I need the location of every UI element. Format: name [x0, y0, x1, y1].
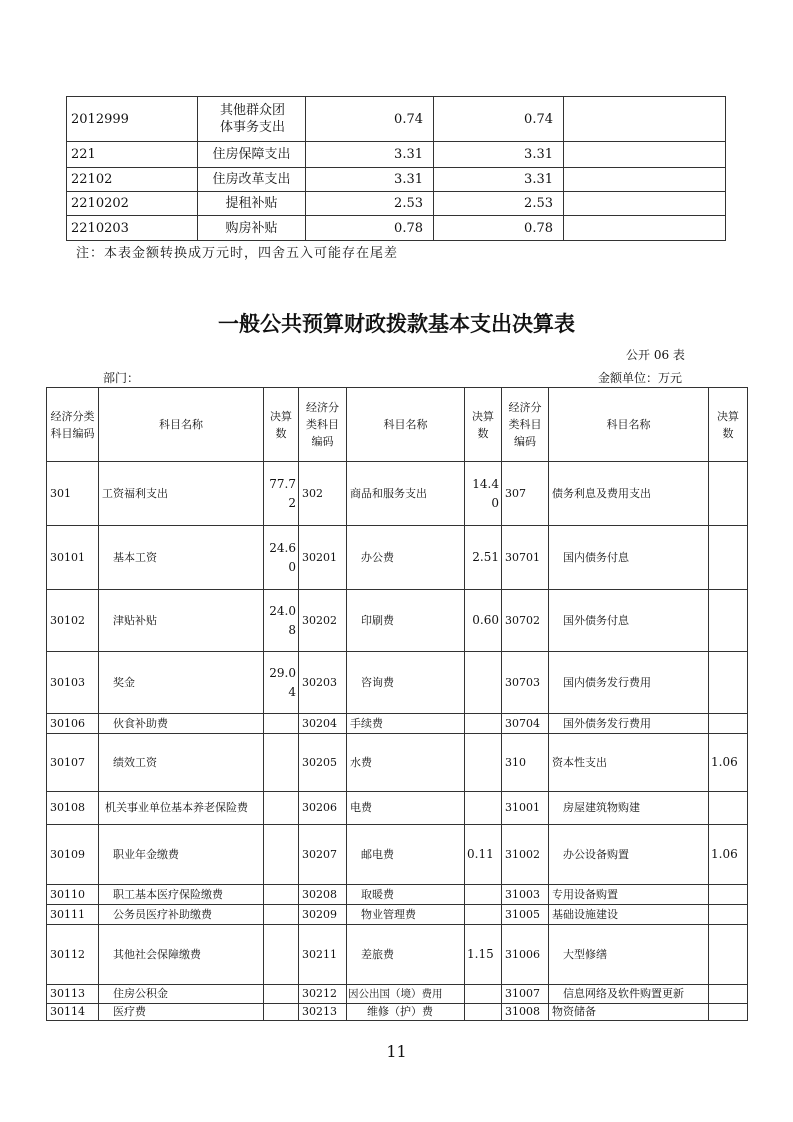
code-cell: 307 [502, 462, 549, 526]
cell-name: 其他群众团体事务支出 [198, 97, 306, 142]
name-cell: 电费 [347, 792, 465, 825]
cell-value: 3.31 [306, 168, 434, 192]
amount-cell [709, 905, 748, 925]
table-row [67, 97, 726, 142]
name-cell: 资本性支出 [549, 734, 709, 792]
cell-value: 0.74 [434, 97, 564, 142]
code-cell: 30111 [47, 905, 99, 925]
header-amount-1: 决算数 [264, 388, 299, 462]
amount-cell [264, 714, 299, 734]
page-number: 11 [386, 1042, 407, 1061]
header-code-2: 经济分类科目编码 [299, 388, 347, 462]
amount-cell: 0.11 [465, 825, 502, 885]
code-cell: 30703 [502, 652, 549, 714]
amount-cell [709, 1004, 748, 1021]
cell-name: 住房改革支出 [198, 168, 306, 192]
code-cell: 30207 [299, 825, 347, 885]
code-cell: 31003 [502, 885, 549, 905]
name-cell: 水费 [347, 734, 465, 792]
name-cell: 基本工资 [99, 526, 264, 590]
code-cell: 30205 [299, 734, 347, 792]
amount-cell [709, 925, 748, 985]
amount-cell [465, 885, 502, 905]
code-cell: 30109 [47, 825, 99, 885]
code-cell: 30106 [47, 714, 99, 734]
cell-code: 221 [67, 142, 198, 168]
table-row [47, 825, 748, 885]
table-row [47, 1004, 748, 1021]
cell-empty [564, 168, 726, 192]
table-row [47, 714, 748, 734]
amount-cell [709, 885, 748, 905]
code-cell: 30212 [299, 985, 347, 1004]
cell-code: 2210203 [67, 216, 198, 241]
header-name-3: 科目名称 [549, 388, 709, 462]
amount-cell [465, 734, 502, 792]
code-cell: 31002 [502, 825, 549, 885]
cell-code: 2210202 [67, 192, 198, 216]
amount-cell [264, 985, 299, 1004]
code-cell: 30204 [299, 714, 347, 734]
code-cell: 30211 [299, 925, 347, 985]
name-cell: 绩效工资 [99, 734, 264, 792]
amount-cell [709, 526, 748, 590]
header-code-1: 经济分类科目编码 [47, 388, 99, 462]
amount-cell [264, 905, 299, 925]
code-cell: 30113 [47, 985, 99, 1004]
amount-cell: 24.60 [264, 526, 299, 590]
name-cell: 咨询费 [347, 652, 465, 714]
cell-value: 0.74 [306, 97, 434, 142]
code-cell: 31006 [502, 925, 549, 985]
header-name-2: 科目名称 [347, 388, 465, 462]
amount-cell [264, 792, 299, 825]
code-cell: 31005 [502, 905, 549, 925]
name-cell: 专用设备购置 [549, 885, 709, 905]
code-cell: 310 [502, 734, 549, 792]
code-cell: 30206 [299, 792, 347, 825]
code-cell: 302 [299, 462, 347, 526]
amount-cell [465, 652, 502, 714]
amount-cell: 0.60 [465, 590, 502, 652]
code-cell: 30702 [502, 590, 549, 652]
code-cell: 30203 [299, 652, 347, 714]
amount-cell [709, 714, 748, 734]
code-cell: 30201 [299, 526, 347, 590]
table-row [47, 526, 748, 590]
name-cell: 国内债务发行费用 [549, 652, 709, 714]
code-cell: 30213 [299, 1004, 347, 1021]
amount-cell [264, 925, 299, 985]
amount-cell [709, 792, 748, 825]
name-cell: 伙食补助费 [99, 714, 264, 734]
name-cell: 基础设施建设 [549, 905, 709, 925]
name-cell: 国外债务发行费用 [549, 714, 709, 734]
name-cell: 国外债务付息 [549, 590, 709, 652]
cell-code: 22102 [67, 168, 198, 192]
cell-empty [564, 216, 726, 241]
name-cell: 工资福利支出 [99, 462, 264, 526]
cell-value: 3.31 [434, 142, 564, 168]
cell-value: 2.53 [306, 192, 434, 216]
table-row [47, 925, 748, 985]
header-name-1: 科目名称 [99, 388, 264, 462]
code-cell: 30108 [47, 792, 99, 825]
code-cell: 31007 [502, 985, 549, 1004]
table-row [67, 142, 726, 168]
header-amount-2: 决算数 [465, 388, 502, 462]
table-row [47, 462, 748, 526]
cell-empty [564, 97, 726, 142]
name-cell: 大型修缮 [549, 925, 709, 985]
amount-cell [264, 734, 299, 792]
name-cell: 债务利息及费用支出 [549, 462, 709, 526]
name-cell: 职业年金缴费 [99, 825, 264, 885]
cell-value: 3.31 [434, 168, 564, 192]
amount-cell [264, 825, 299, 885]
code-cell: 30114 [47, 1004, 99, 1021]
amount-cell [264, 1004, 299, 1021]
department-label: 部门： [103, 371, 140, 385]
amount-cell [709, 652, 748, 714]
name-cell: 商品和服务支出 [347, 462, 465, 526]
name-cell: 机关事业单位基本养老保险费 [99, 792, 264, 825]
name-cell: 奖金 [99, 652, 264, 714]
name-cell: 取暖费 [347, 885, 465, 905]
code-cell: 30107 [47, 734, 99, 792]
amount-cell: 1.15 [465, 925, 502, 985]
cell-name: 提租补贴 [198, 192, 306, 216]
name-cell: 公务员医疗补助缴费 [99, 905, 264, 925]
code-cell: 30102 [47, 590, 99, 652]
cell-empty [564, 142, 726, 168]
cell-value: 3.31 [306, 142, 434, 168]
main-table [46, 387, 748, 1021]
amount-cell: 2.51 [465, 526, 502, 590]
amount-cell: 24.08 [264, 590, 299, 652]
amount-cell [709, 985, 748, 1004]
name-cell: 邮电费 [347, 825, 465, 885]
name-cell: 信息网络及软件购置更新 [549, 985, 709, 1004]
table-row [67, 192, 726, 216]
cell-name: 购房补贴 [198, 216, 306, 241]
header-code-3: 经济分类科目编码 [502, 388, 549, 462]
amount-cell: 77.72 [264, 462, 299, 526]
cell-name: 住房保障支出 [198, 142, 306, 168]
name-cell: 物资储备 [549, 1004, 709, 1021]
name-cell: 办公费 [347, 526, 465, 590]
name-cell: 国内债务付息 [549, 526, 709, 590]
name-cell: 医疗费 [99, 1004, 264, 1021]
table-row [47, 985, 748, 1004]
amount-cell [465, 714, 502, 734]
amount-cell: 29.04 [264, 652, 299, 714]
cell-value: 0.78 [434, 216, 564, 241]
name-cell: 因公出国（境）费用 [347, 985, 465, 1004]
top-table [66, 96, 726, 241]
table-row [47, 652, 748, 714]
table-row [47, 590, 748, 652]
code-cell: 30202 [299, 590, 347, 652]
name-cell: 住房公积金 [99, 985, 264, 1004]
amount-cell [465, 905, 502, 925]
amount-cell [264, 885, 299, 905]
amount-cell [465, 985, 502, 1004]
name-cell: 维修（护）费 [347, 1004, 465, 1021]
table-row [47, 905, 748, 925]
cell-value: 0.78 [306, 216, 434, 241]
code-cell: 30704 [502, 714, 549, 734]
header-amount-3: 决算数 [709, 388, 748, 462]
name-cell: 差旅费 [347, 925, 465, 985]
table-row [47, 792, 748, 825]
cell-code: 2012999 [67, 97, 198, 142]
code-cell: 30208 [299, 885, 347, 905]
amount-cell: 1.06 [709, 825, 748, 885]
code-cell: 31001 [502, 792, 549, 825]
amount-cell [709, 590, 748, 652]
name-cell: 办公设备购置 [549, 825, 709, 885]
unit-label: 金额单位：万元 [598, 371, 683, 385]
name-cell: 津贴补贴 [99, 590, 264, 652]
page-title: 一般公共预算财政拨款基本支出决算表 [218, 312, 575, 336]
code-cell: 30110 [47, 885, 99, 905]
table-number: 公开 06 表 [626, 348, 685, 362]
name-cell: 职工基本医疗保险缴费 [99, 885, 264, 905]
header-row [47, 388, 748, 462]
code-cell: 30701 [502, 526, 549, 590]
name-cell: 其他社会保障缴费 [99, 925, 264, 985]
cell-empty [564, 192, 726, 216]
name-cell: 房屋建筑物购建 [549, 792, 709, 825]
code-cell: 30112 [47, 925, 99, 985]
name-cell: 印刷费 [347, 590, 465, 652]
amount-cell: 14.40 [465, 462, 502, 526]
cell-value: 2.53 [434, 192, 564, 216]
amount-cell [709, 462, 748, 526]
table-note: 注：本表金额转换成万元时，四舍五入可能存在尾差 [76, 246, 399, 261]
table-row [47, 885, 748, 905]
table-row [67, 168, 726, 192]
code-cell: 301 [47, 462, 99, 526]
code-cell: 31008 [502, 1004, 549, 1021]
amount-cell [465, 792, 502, 825]
name-cell: 手续费 [347, 714, 465, 734]
code-cell: 30101 [47, 526, 99, 590]
table-row [47, 734, 748, 792]
table-row [67, 216, 726, 241]
code-cell: 30103 [47, 652, 99, 714]
amount-cell [465, 1004, 502, 1021]
code-cell: 30209 [299, 905, 347, 925]
name-cell: 物业管理费 [347, 905, 465, 925]
amount-cell: 1.06 [709, 734, 748, 792]
